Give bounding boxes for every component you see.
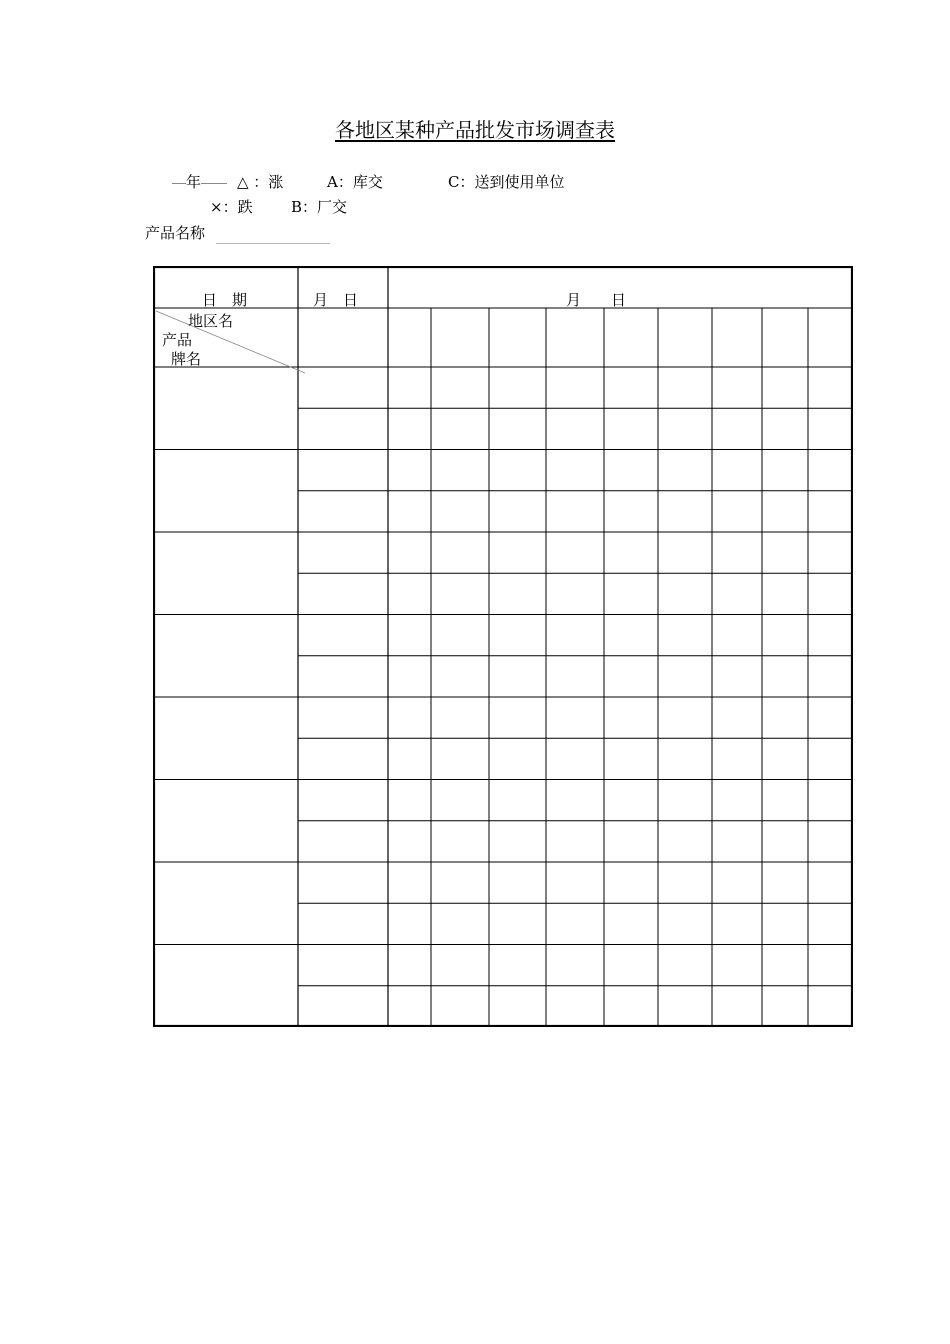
product-name-label: 产品名称 <box>145 224 206 242</box>
year-field <box>172 172 227 192</box>
table-grid <box>153 266 853 1027</box>
product-name-blank <box>216 243 330 244</box>
survey-table <box>153 266 853 1027</box>
header-date: 日 期 <box>202 291 248 309</box>
legend-warehouse: A：库交 <box>327 173 383 191</box>
header-brand-name: 牌名 <box>171 350 202 368</box>
legend-rise: △ ：涨 <box>237 173 284 191</box>
year-label: 年 <box>186 173 202 191</box>
legend-factory: B：厂交 <box>291 198 348 216</box>
header-month-day-2: 月 日 <box>566 291 627 309</box>
legend-fall: ×：跌 <box>210 198 253 216</box>
legend-delivered: C：送到使用单位 <box>448 173 565 191</box>
header-product: 产品 <box>162 331 193 349</box>
year-blank-left <box>172 183 186 184</box>
year-blank-right <box>201 183 227 184</box>
form-title: 各地区某种产品批发市场调查表 <box>335 118 615 142</box>
header-month-day-1: 月 日 <box>313 291 359 309</box>
table-border <box>154 267 852 1026</box>
header-region-name: 地区名 <box>188 312 234 330</box>
